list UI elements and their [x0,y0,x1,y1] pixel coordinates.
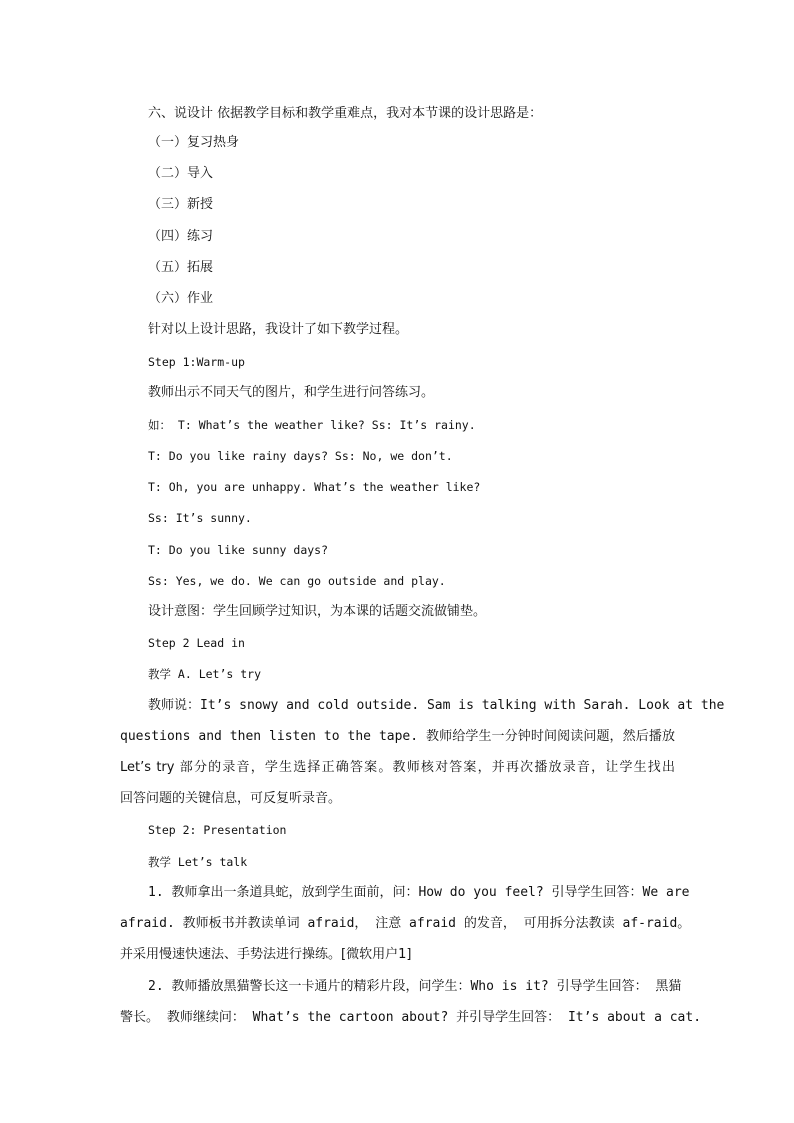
outline-item-3: （三）新授 [148,197,214,212]
teach-a-heading: 教学 A. Let’s try [148,667,262,681]
dialogue-line-2: T: Do you like rainy days? Ss: No, we don’t. [148,449,453,463]
item2-line-1: 2. 教师播放黑猫警长这一卡通片的精彩片段，问学生：Who is it? 引导学生回答： 黑猫 [148,979,682,994]
process-intro: 针对以上设计思路，我设计了如下教学过程。 [148,322,409,337]
step2-title: Step 2 Lead in [148,636,245,650]
item1-line-3: 并采用慢速快速法、手势法进行操练。[微软用户1] [120,947,412,962]
teacher-says-line-2: questions and then listen to the tape. 教师给学生一分钟时间阅读问题，然后播放 [120,729,675,744]
dialogue-line-4: Ss: It’s sunny. [148,511,252,525]
section-title: 六、说设计 依据教学目标和教学重难点，我对本节课的设计思路是： [148,106,543,121]
step1-description: 教师出示不同天气的图片，和学生进行问答练习。 [148,385,435,400]
teacher-says-line-1: 教师说：It’s snowy and cold outside. Sam is talking with Sarah. Look at the [148,698,725,713]
outline-item-4: （四）练习 [148,229,214,244]
teach-talk-heading: 教学 Let’s talk [148,855,248,869]
teacher-says-line-3: Let’s try 部分的录音，学生选择正确答案。教师核对答案，并再次播放录音，让学生找出 [120,760,675,775]
dialogue-line-6: Ss: Yes, we do. We can go outside and play. [148,574,446,588]
dialogue-line-5: T: Do you like sunny days? [148,543,329,557]
item1-line-1: 1. 教师拿出一条道具蛇，放到学生面前，问：How do you feel? 引导学生回答：We are [148,885,690,900]
outline-item-2: （二）导入 [148,166,214,181]
teacher-says-line-4: 回答问题的关键信息，可反复听录音。 [120,791,342,806]
item1-line-2: afraid. 教师板书并教读单词 afraid， 注意 afraid 的发音， 可用拆分法教读 af-raid。 [120,916,691,931]
item2-line-2: 警长。 教师继续问： What’s the cartoon about? 并引导学生回答： It’s about a cat. [120,1010,702,1025]
outline-item-1: （一）复习热身 [148,135,240,150]
design-intent: 设计意图：学生回顾学过知识，为本课的话题交流做铺垫。 [148,604,487,619]
dialogue-line-3: T: Oh, you are unhappy. What’s the weather like? [148,480,481,494]
step2b-title: Step 2: Presentation [148,823,287,837]
dialogue-line-1: 如： T: What’s the weather like? Ss: It’s rainy. [148,418,476,432]
outline-item-6: （六）作业 [148,291,214,306]
outline-item-5: （五）拓展 [148,260,214,275]
step1-title: Step 1:Warm-up [148,355,245,369]
